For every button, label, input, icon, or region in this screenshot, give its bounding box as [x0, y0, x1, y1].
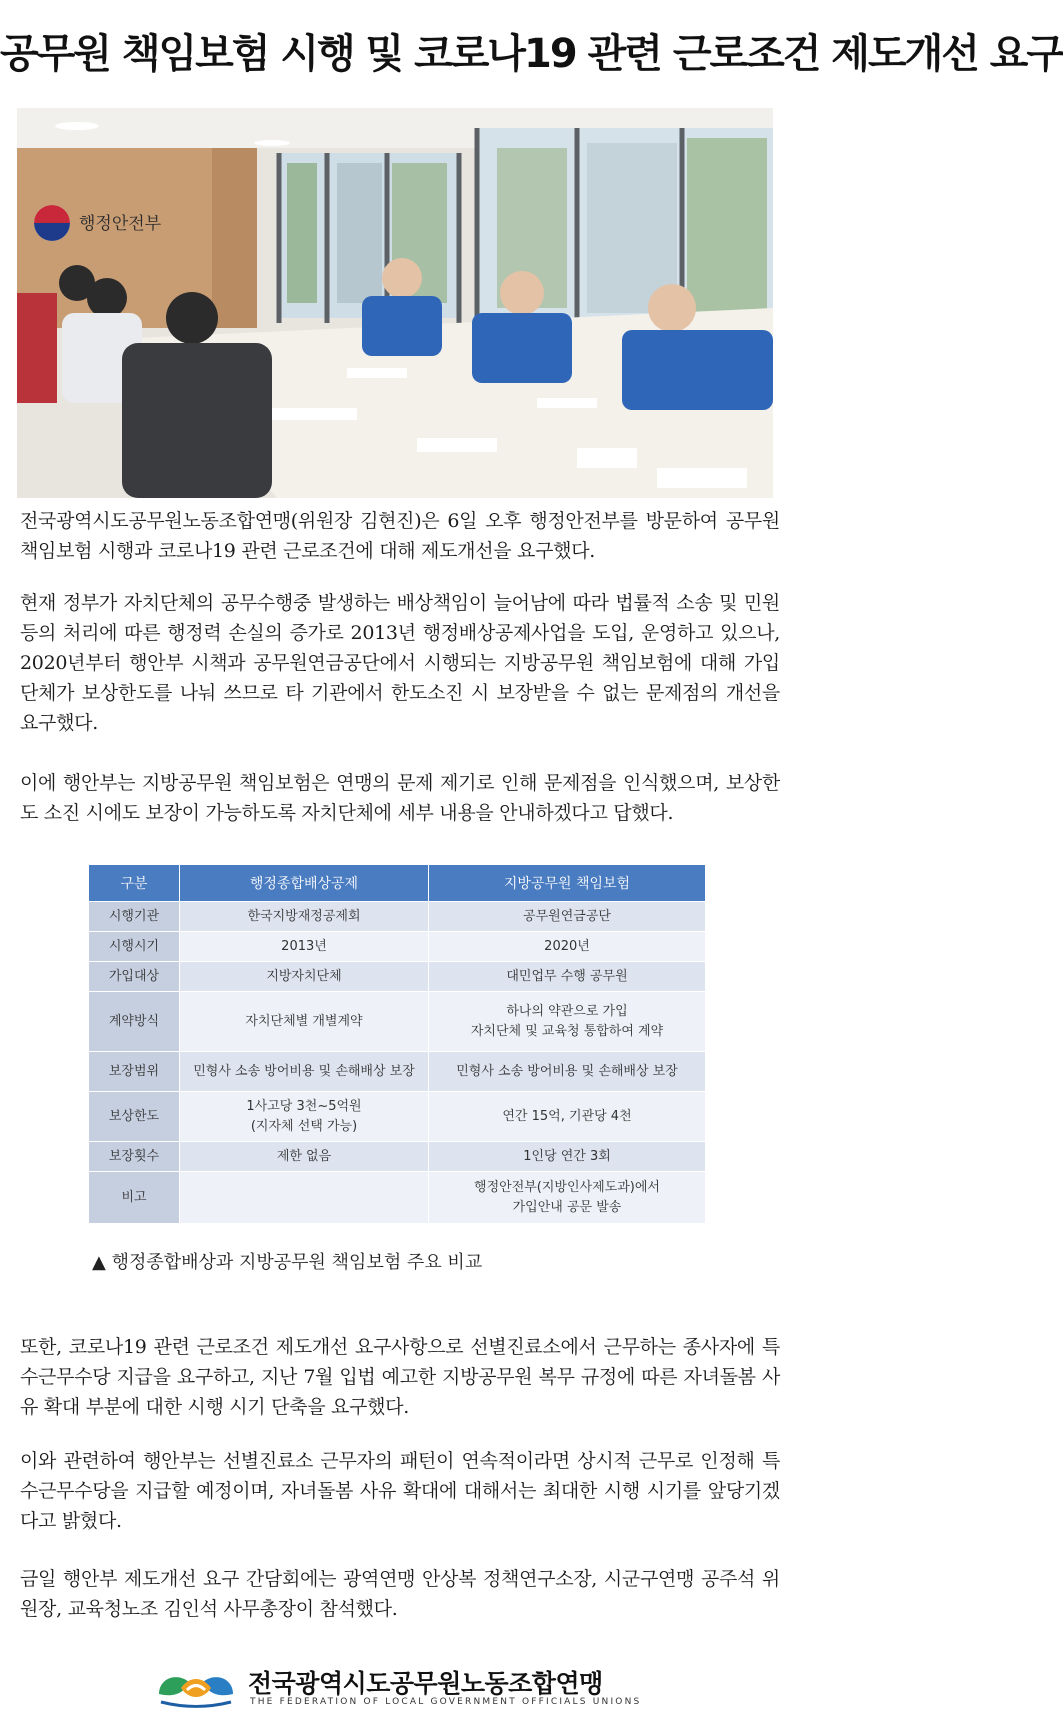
row-label: 가입대상 [89, 962, 180, 992]
cell-liability-mutual: 1사고당 3천~5억원 (지자체 선택 가능) [180, 1092, 429, 1142]
table-row [89, 1142, 706, 1172]
paragraph-4: 또한, 코로나19 관련 근로조건 제도개선 요구사항으로 선별진료소에서 근무하는 종사자에 특수근무수당 지급을 요구하고, 지난 7월 입법 예고한 지방공무원 복무 규정에 따른 자녀돌봄 사유 확대 부분에 대한 시행 시기 단축을 요구했다. [20, 1336, 780, 1418]
row-label: 계약방식 [89, 992, 180, 1052]
table-row [89, 962, 706, 992]
cell-liability-mutual: 자치단체별 개별계약 [180, 992, 429, 1052]
sign-text: 행정안전부 [79, 214, 162, 234]
table-row [89, 1092, 706, 1142]
paragraph-1: 전국광역시도공무원노동조합연맹(위원장 김현진)은 6일 오후 행정안전부를 방문하여 공무원 책임보험 시행과 코로나19 관련 근로조건에 대해 제도개선을 요구했다. [20, 510, 780, 562]
comparison-table [88, 864, 706, 1224]
cell-official-insurance: 연간 15억, 기관당 4천 [429, 1092, 706, 1142]
cell-liability-mutual: 제한 없음 [180, 1142, 429, 1172]
table-row [89, 932, 706, 962]
row-label: 비고 [89, 1172, 180, 1224]
cell-official-insurance: 민형사 소송 방어비용 및 손해배상 보장 [429, 1052, 706, 1092]
footer-name-en: THE FEDERATION OF LOCAL GOVERNMENT OFFICIALS UNIONS [250, 1697, 642, 1707]
paragraph-3: 이에 행안부는 지방공무원 책임보험은 연맹의 문제 제기로 인해 문제점을 인식했으며, 보상한도 소진 시에도 보장이 가능하도록 자치단체에 세부 내용을 안내하겠다고 답했다. [20, 772, 780, 824]
row-label: 보장횟수 [89, 1142, 180, 1172]
header-category: 구분 [89, 865, 180, 902]
row-label: 보장범위 [89, 1052, 180, 1092]
row-label: 보상한도 [89, 1092, 180, 1142]
cell-liability-mutual [180, 1172, 429, 1224]
cell-liability-mutual: 민형사 소송 방어비용 및 손해배상 보장 [180, 1052, 429, 1092]
cell-official-insurance: 1인당 연간 3회 [429, 1142, 706, 1172]
paragraph-5: 이와 관련하여 행안부는 선별진료소 근무자의 패턴이 연속적이라면 상시적 근무로 인정해 특수근무수당을 지급할 예정이며, 자녀돌봄 사유 확대에 대해서는 최대한 시행 시기를 앞당기겠다고 밝혔다. [20, 1450, 780, 1532]
cell-liability-mutual: 2013년 [180, 932, 429, 962]
cell-official-insurance: 행정안전부(지방인사제도과)에서 가입안내 공문 발송 [429, 1172, 706, 1224]
union-logo-icon [155, 1668, 237, 1708]
table-row [89, 992, 706, 1052]
header-liability-mutual: 행정종합배상공제 [180, 865, 429, 902]
paragraph-2: 현재 정부가 자치단체의 공무수행중 발생하는 배상책임이 늘어남에 따라 법률적 소송 및 민원 등의 처리에 따른 행정력 손실의 증가로 2013년 행정배상공제사업을 도입, 운영하고 있으나, 2020년부터 행안부 시책과 공무원연금공단에서 시행되는 지방공무원 책임보험에 대해 가입단체가 보상한도를 나눠 쓰므로 타 기관에서 한도소진 시 보장받을 수 없는 문제점의 개선을 요구했다. [20, 592, 780, 734]
footer-name-kr: 전국광역시도공무원노동조합연맹 [248, 1669, 603, 1698]
row-label: 시행기관 [89, 902, 180, 932]
meeting-photo [17, 108, 773, 498]
cell-official-insurance: 하나의 약관으로 가입 자치단체 및 교육청 통합하여 계약 [429, 992, 706, 1052]
table-row [89, 1172, 706, 1224]
cell-liability-mutual: 한국지방재정공제회 [180, 902, 429, 932]
row-label: 시행시기 [89, 932, 180, 962]
header-official-insurance: 지방공무원 책임보험 [429, 865, 706, 902]
cell-official-insurance: 대민업무 수행 공무원 [429, 962, 706, 992]
headline: 공무원 책임보험 시행 및 코로나19 관련 근로조건 제도개선 요구 [0, 31, 1063, 77]
paragraph-6: 금일 행안부 제도개선 요구 간담회에는 광역연맹 안상복 정책연구소장, 시군구연맹 공주석 위원장, 교육청노조 김인석 사무총장이 참석했다. [20, 1568, 780, 1620]
cell-official-insurance: 2020년 [429, 932, 706, 962]
table-row [89, 1052, 706, 1092]
cell-liability-mutual: 지방자치단체 [180, 962, 429, 992]
table-row [89, 902, 706, 932]
cell-official-insurance: 공무원연금공단 [429, 902, 706, 932]
table-caption: ▲ 행정종합배상과 지방공무원 책임보험 주요 비교 [92, 1252, 483, 1273]
